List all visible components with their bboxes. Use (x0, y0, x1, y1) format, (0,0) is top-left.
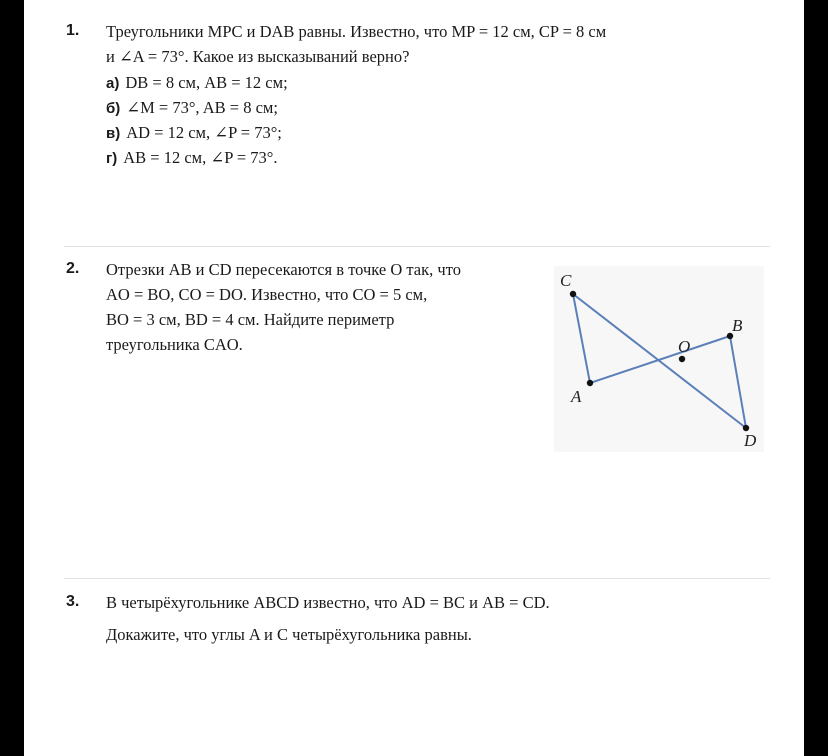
option-label: в) (106, 125, 121, 142)
option-label: а) (106, 75, 120, 92)
option-text: AB = 12 см, ∠P = 73°. (123, 148, 278, 167)
problem-1-option-c (106, 123, 282, 143)
label-b: B (732, 316, 743, 335)
option-text: ∠M = 73°, AB = 8 см; (126, 98, 278, 117)
problem-1-text-line-2: и ∠A = 73°. Какое из высказываний верно? (106, 47, 410, 66)
section-divider (64, 246, 770, 247)
problem-2-text-line-1: Отрезки AB и CD пересекаются в точке O так, что (106, 260, 461, 279)
intersecting-segments-figure (554, 266, 764, 452)
problem-3-text-line-2: Докажите, что углы A и C четырёхугольника равны. (106, 625, 472, 644)
problem-1-text-line-1: Треугольники MPC и DAB равны. Известно, что MP = 12 см, CP = 8 см (106, 22, 607, 41)
label-o: O (678, 337, 691, 356)
section-divider (64, 578, 770, 579)
option-label: г) (106, 150, 118, 167)
problem-2-text-line-4: треугольника CAO. (106, 335, 243, 354)
problem-3-text-line-1: В четырёхугольнике ABCD известно, что AD = BC и AB = CD. (106, 593, 550, 612)
point-o (679, 356, 685, 362)
problem-1-option-a (106, 73, 288, 93)
label-a: A (571, 387, 582, 406)
option-text: AD = 12 см, ∠P = 73°; (126, 123, 282, 142)
worksheet-page (24, 0, 804, 756)
problem-1-option-b (106, 98, 278, 118)
problem-2-text-line-3: BO = 3 см, BD = 4 см. Найдите периметр (106, 310, 395, 329)
option-text: DB = 8 см, AB = 12 см; (125, 73, 288, 92)
label-d: D (744, 431, 757, 450)
problem-1-option-d (106, 148, 278, 168)
problem-2-number: 2. (66, 260, 80, 277)
problem-1-number: 1. (66, 22, 80, 39)
point-c (570, 291, 576, 297)
problem-2-text-line-2: AO = BO, CO = DO. Известно, что CO = 5 см, (106, 285, 428, 304)
label-c: C (560, 271, 572, 290)
problem-3-number: 3. (66, 593, 80, 610)
point-a (587, 380, 593, 386)
option-label: б) (106, 100, 121, 117)
